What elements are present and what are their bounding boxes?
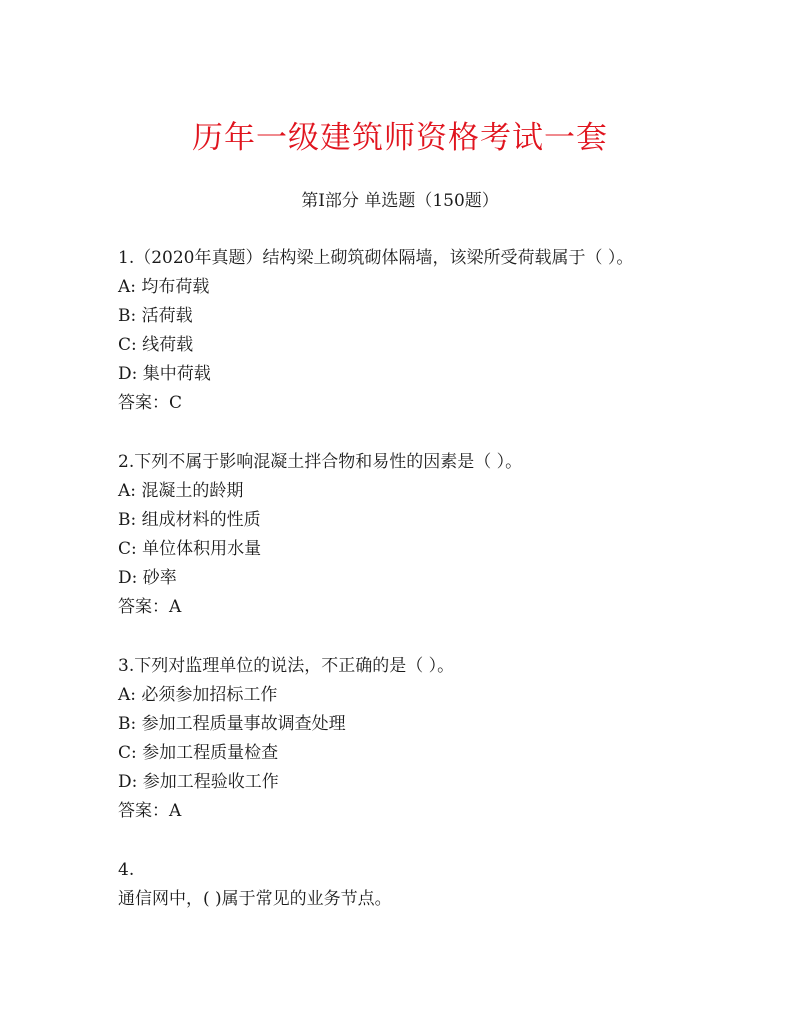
question-stem: 3.下列对监理单位的说法，不正确的是（ ）。 [118, 656, 455, 676]
option-c: C: 线荷载 [118, 335, 194, 355]
option-a: A: 混凝土的龄期 [118, 481, 244, 501]
document-title: 历年一级建筑师资格考试一套 [192, 120, 608, 156]
option-c: C: 参加工程质量检查 [118, 743, 279, 763]
option-d: D: 参加工程验收工作 [118, 772, 279, 792]
question-stem: 1.（2020年真题）结构梁上砌筑砌体隔墙，该梁所受荷载属于（ ）。 [118, 248, 634, 268]
answer-line: 答案：C [118, 393, 183, 413]
option-b: B: 参加工程质量事故调查处理 [118, 714, 346, 734]
option-a: A: 均布荷载 [118, 277, 210, 297]
question-list [118, 244, 758, 944]
question-item [118, 448, 758, 622]
question-number: 4. [118, 860, 135, 880]
question-item [118, 856, 758, 914]
question-stem: 通信网中，( )属于常见的业务节点。 [118, 889, 392, 909]
answer-line: 答案：A [118, 801, 182, 821]
option-b: B: 活荷载 [118, 306, 193, 326]
option-b: B: 组成材料的性质 [118, 510, 261, 530]
option-d: D: 集中荷载 [118, 364, 211, 384]
option-d: D: 砂率 [118, 568, 177, 588]
question-item [118, 652, 758, 826]
question-stem: 2.下列不属于影响混凝土拌合物和易性的因素是（ ）。 [118, 452, 523, 472]
answer-line: 答案：A [118, 597, 182, 617]
section-heading: 第Ⅰ部分 单选题（150题） [301, 191, 499, 211]
option-a: A: 必须参加招标工作 [118, 685, 278, 705]
question-item [118, 244, 758, 418]
option-c: C: 单位体积用水量 [118, 539, 262, 559]
